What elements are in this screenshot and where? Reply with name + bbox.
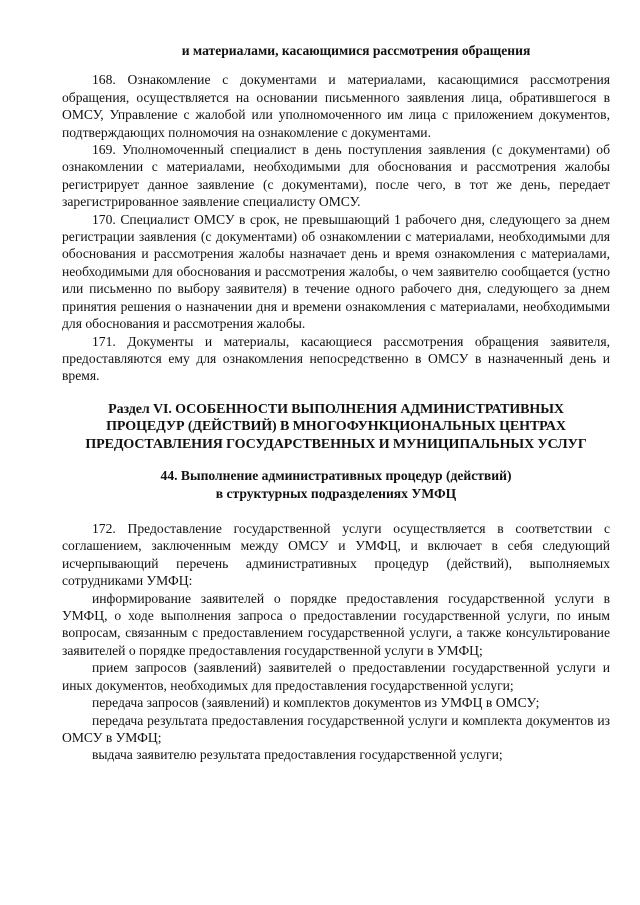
paragraph-170: 170. Специалист ОМСУ в срок, не превышающий 1 рабочего дня, следующего за днем регистрации заявления (с документами) об ознакомлении с материалами, необходимыми для обоснования и рассмотрения жалобы назначает день и время ознакомления с материалами, необходимыми для обоснования и рассмотрения жалобы, о чем заявителю сообщается (устно или письменно по выбору заявителя) в течение одного рабочего дня, следующего за днем принятия решения о назначении дня и времени ознакомления с материалами, необходимыми для обоснования и рассмотрения жалобы. (62, 211, 610, 332)
list-item: выдача заявителю результата предоставления государственной услуги; (92, 747, 503, 763)
section-title-line: ПРОЦЕДУР (ДЕЙСТВИЙ) В МНОГОФУНКЦИОНАЛЬНЫХ ЦЕНТРАХ (106, 419, 566, 435)
top-heading: и материалами, касающимися рассмотрения обращения (181, 43, 531, 58)
paragraph-172: 172. Предоставление государственной услуги осуществляется в соответствии с соглашением, заключенным между ОМСУ и УМФЦ, и включает в себя следующий исчерпывающий перечень административных процедур (действий), выполняемых сотрудниками УМФЦ: (62, 521, 610, 589)
subsection-title-line: в структурных подразделениях УМФЦ (215, 485, 457, 501)
section-title-line: Раздел VI. ОСОБЕННОСТИ ВЫПОЛНЕНИЯ АДМИНИСТРАТИВНЫХ (108, 401, 564, 417)
section-title-line: ПРЕДОСТАВЛЕНИЯ ГОСУДАРСТВЕННЫХ И МУНИЦИПАЛЬНЫХ УСЛУГ (85, 436, 587, 452)
list-item: передача запросов (заявлений) и комплектов документов из УМФЦ в ОМСУ; (92, 695, 540, 711)
list-item: прием запросов (заявлений) заявителей о предоставлении государственной услуги и иных документов, необходимых для предоставления государственной услуги; (62, 660, 610, 693)
paragraph-169: 169. Уполномоченный специалист в день поступления заявления (с документами) об ознакомлении с материалами, необходимыми для обоснования и рассмотрения жалобы регистрирует данное заявление (с документами), после чего, в тот же день, передает зарегистрированное заявление специалисту ОМСУ. (62, 142, 610, 210)
section-title (62, 401, 610, 454)
subsection-title (62, 467, 610, 502)
list-item: информирование заявителей о порядке предоставления государственной услуги в УМФЦ, о ходе выполнения запроса о предоставлении государственной услуги, по иным вопросам, связанным с предоставлением государственной услуги, а также консультирование заявителей о порядке предоставления государственной услуги в УМФЦ; (62, 590, 610, 658)
list-item: передача результата предоставления государственной услуги и комплекта документов из ОМСУ в УМФЦ; (62, 712, 610, 745)
document-page (62, 42, 610, 764)
subsection-title-line: 44. Выполнение административных процедур (действий) (160, 468, 512, 484)
paragraph-171: 171. Документы и материалы, касающиеся рассмотрения обращения заявителя, предоставляются ему для ознакомления непосредственно в ОМСУ в назначенный день и время. (62, 333, 610, 384)
paragraph-168: 168. Ознакомление с документами и материалами, касающимися рассмотрения обращения, осуществляется на основании письменного заявления лица, обратившегося в ОМСУ, Управление с жалобой или уполномоченного им лица с приложением документов, подтверждающих полномочия на ознакомление с документами. (62, 72, 610, 140)
